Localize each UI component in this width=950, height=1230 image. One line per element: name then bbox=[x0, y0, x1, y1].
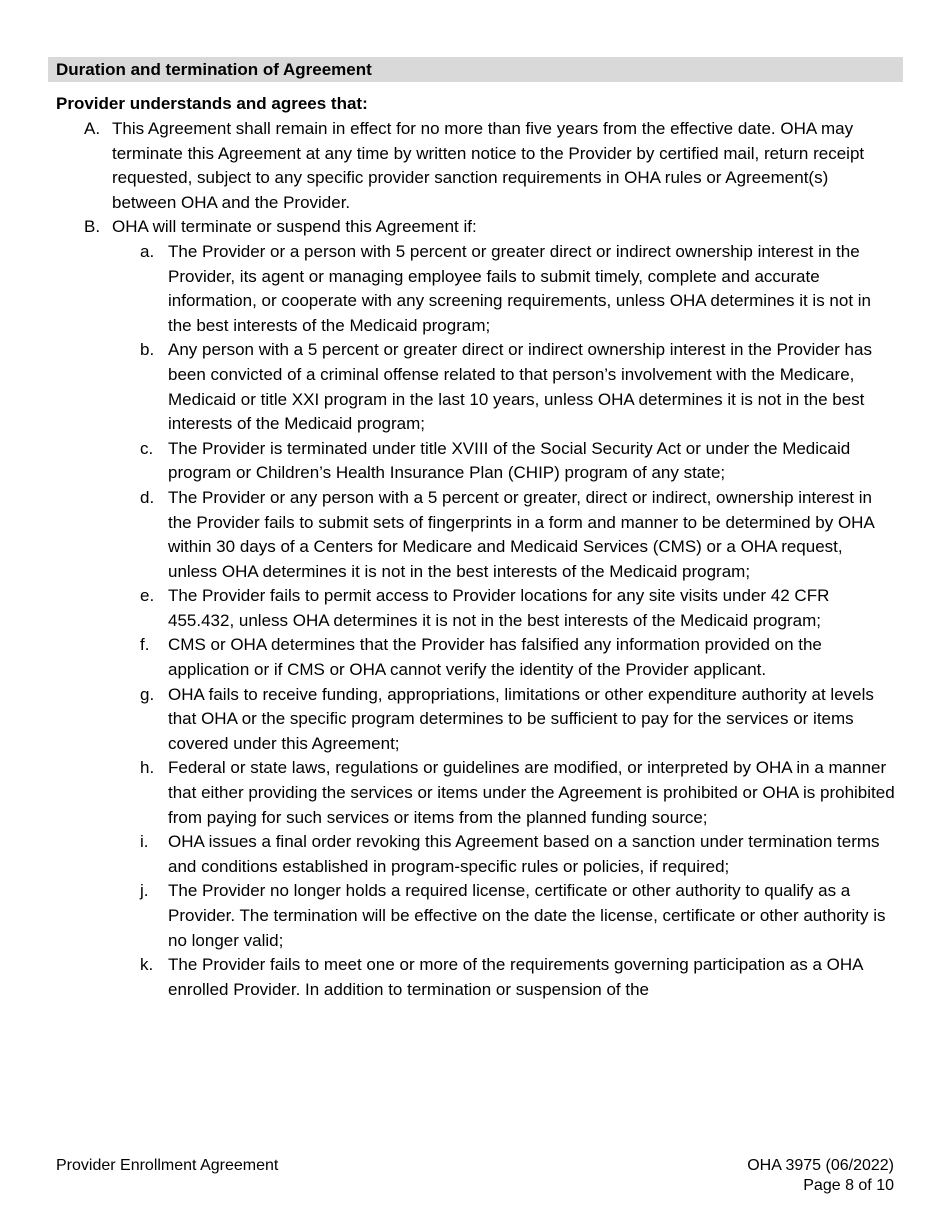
sub-item-text: The Provider fails to meet one or more of the requirements governing participation as a OHA enrolled Provider. In addition to termination or suspension of the bbox=[168, 955, 863, 999]
sub-item-i bbox=[56, 830, 896, 879]
sub-marker: g. bbox=[140, 684, 155, 704]
sub-item-text: OHA issues a final order revoking this Agreement based on a sanction under termination terms and conditions established in program-specific rules or policies, if required; bbox=[168, 832, 880, 876]
list-marker: B. bbox=[84, 217, 101, 237]
sub-item-g bbox=[56, 683, 896, 757]
sub-item-h bbox=[56, 756, 896, 830]
sub-item-text: Any person with a 5 percent or greater direct or indirect ownership interest in the Provider has been convicted of a criminal offense related to that person’s involvement with the Medicare, Medicaid or title XXI program in the last 10 years, unless OHA determines it is not in the best interests of the Medicaid program; bbox=[168, 340, 872, 434]
agreement-list bbox=[56, 117, 896, 1002]
sub-marker: k. bbox=[140, 955, 154, 975]
sub-marker: d. bbox=[140, 487, 155, 507]
sub-marker: c. bbox=[140, 438, 154, 458]
sub-marker: a. bbox=[140, 241, 155, 261]
list-item-a bbox=[56, 117, 896, 215]
section-heading: Duration and termination of Agreement bbox=[48, 57, 903, 82]
sub-marker: e. bbox=[140, 586, 155, 606]
sub-item-text: The Provider or a person with 5 percent or greater direct or indirect ownership interest in the Provider, its agent or managing employee fails to submit timely, complete and accurate information, or cooperate with any screening requirements, unless OHA determines it is not in the best interests of the Medicaid program; bbox=[168, 241, 872, 335]
intro-text: Provider understands and agrees that: bbox=[56, 94, 368, 113]
sub-marker: j. bbox=[140, 881, 149, 901]
sub-item-text: The Provider or any person with a 5 percent or greater, direct or indirect, ownership interest in the Provider fails to submit sets of fingerprints in a form and manner to be determined by OHA within 30 days of a Centers for Medicare and Medicaid Services (CMS) or a OHA request, unless OHA determines it is not in the best interests of the Medicaid program; bbox=[168, 487, 874, 581]
sub-marker: b. bbox=[140, 340, 155, 360]
sub-item-c bbox=[56, 437, 896, 486]
footer-form-id: OHA 3975 (06/2022) bbox=[747, 1157, 894, 1174]
sub-item-text: The Provider no longer holds a required license, certificate or other authority to qualify as a Provider. The termination will be effective on the date the license, certificate or other authority is no longer valid; bbox=[168, 881, 886, 950]
sub-item-e bbox=[56, 584, 896, 633]
sub-item-text: The Provider is terminated under title XVIII of the Social Security Act or under the Medicaid program or Children’s Health Insurance Plan (CHIP) program of any state; bbox=[168, 438, 851, 483]
list-item-text: This Agreement shall remain in effect for no more than five years from the effective date. OHA may terminate this Agreement at any time by written notice to the Provider by certified mail, return receipt requested, subject to any specific provider sanction requirements in OHA rules or Agreement(s) between OHA and the Provider. bbox=[112, 119, 865, 212]
sub-item-f bbox=[56, 633, 896, 682]
footer-page-number: Page 8 of 10 bbox=[803, 1177, 894, 1194]
sub-item-text: The Provider fails to permit access to Provider locations for any site visits under 42 CFR 455.432, unless OHA determines it is not in the best interests of the Medicaid program; bbox=[168, 586, 830, 630]
sub-item-text: CMS or OHA determines that the Provider has falsified any information provided on the application or if CMS or OHA cannot verify the identity of the Provider applicant. bbox=[168, 635, 822, 680]
sub-item-text: Federal or state laws, regulations or guidelines are modified, or interpreted by OHA in a manner that either providing the services or items under the Agreement is prohibited or OHA is prohibited from paying for such services or items from the planned funding source; bbox=[168, 758, 895, 827]
list-item-text: OHA will terminate or suspend this Agreement if: bbox=[112, 217, 477, 237]
sub-item-j bbox=[56, 879, 896, 953]
list-marker: A. bbox=[84, 119, 101, 138]
sub-marker: f. bbox=[140, 635, 150, 655]
footer-document-title: Provider Enrollment Agreement bbox=[56, 1157, 279, 1174]
sub-item-k bbox=[56, 953, 896, 1002]
sub-item-text: OHA fails to receive funding, appropriations, limitations or other expenditure authority at levels that OHA or the specific program determines to be sufficient to pay for the services or items covered under this Agreement; bbox=[168, 684, 874, 753]
sub-item-a bbox=[56, 240, 896, 338]
sub-marker: i. bbox=[140, 832, 149, 852]
sub-marker: h. bbox=[140, 758, 155, 778]
list-item-b bbox=[56, 215, 896, 240]
sub-item-d bbox=[56, 486, 896, 584]
footer-form-info bbox=[747, 1156, 894, 1196]
sub-item-b bbox=[56, 338, 896, 436]
